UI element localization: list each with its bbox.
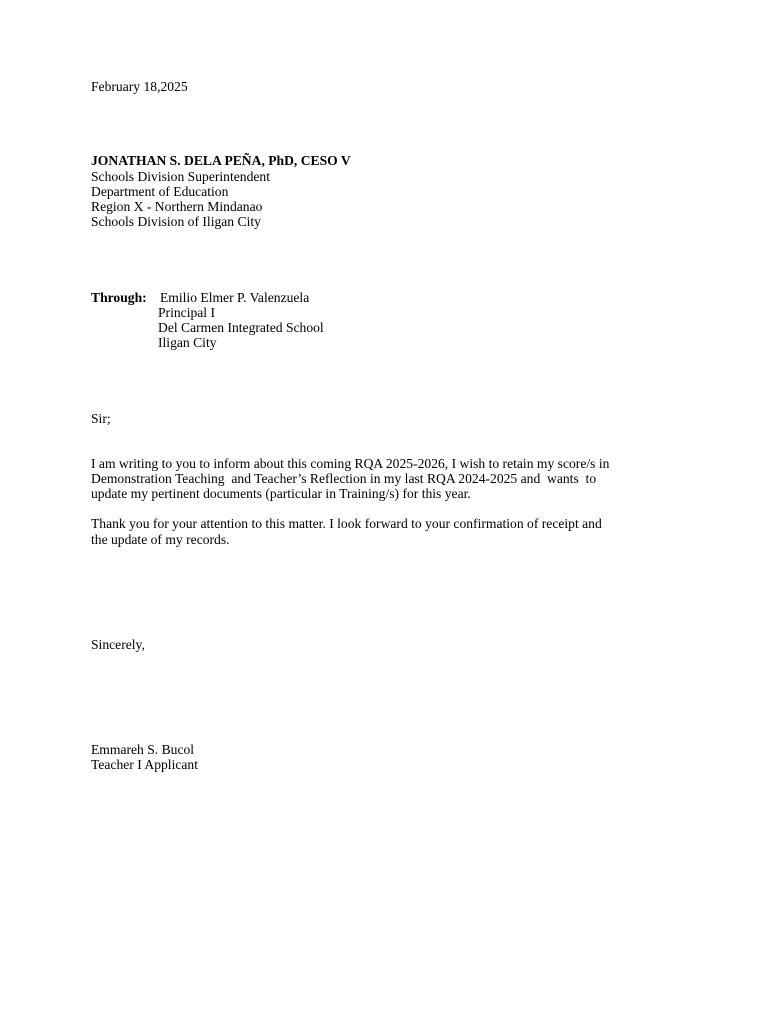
body-paragraph-1-line-1: I am writing to you to inform about this coming RQA 2025-2026, I wish to retain my score/s in [91,456,610,471]
through-school: Del Carmen Integrated School [158,320,324,335]
through-label: Through: [91,290,147,305]
body-paragraph-2-line-2: the update of my records. [91,532,230,547]
signatory-name: Emmareh S. Bucol [91,742,195,757]
closing: Sincerely, [91,637,145,652]
recipient-division: Schools Division of Iligan City [91,214,261,229]
through-position: Principal I [158,305,216,320]
body-paragraph-1-line-2: Demonstration Teaching and Teacher’s Reflection in my last RQA 2024-2025 and wants to [91,471,597,486]
body-paragraph-2-line-1: Thank you for your attention to this matter. I look forward to your confirmation of receipt and [91,516,602,531]
recipient-region: Region X - Northern Mindanao [91,199,263,214]
letter-date: February 18,2025 [91,79,188,94]
through-name: Emilio Elmer P. Valenzuela [160,290,310,305]
signatory-title: Teacher I Applicant [91,757,198,772]
recipient-department: Department of Education [91,184,229,199]
salutation: Sir; [91,411,111,426]
recipient-name: JONATHAN S. DELA PEÑA, PhD, CESO V [91,153,351,168]
recipient-position: Schools Division Superintendent [91,169,270,184]
body-paragraph-1-line-3: update my pertinent documents (particular in Training/s) for this year. [91,486,471,501]
through-city: Iligan City [158,335,217,350]
